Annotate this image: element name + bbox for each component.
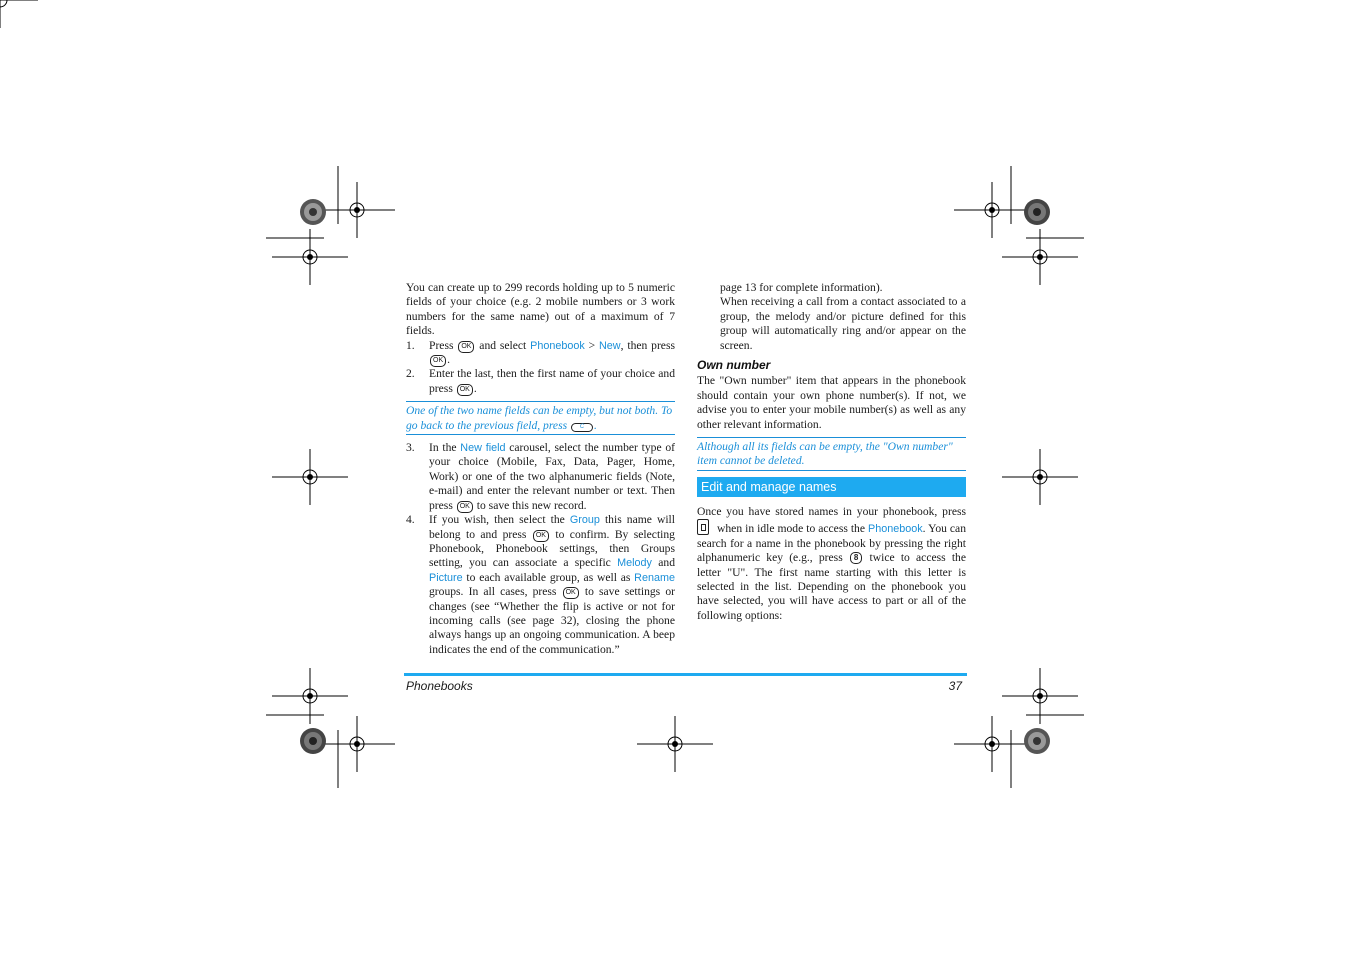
- own-number-text: The "Own number" item that appears in the phonebook should contain your own phone number(s). If not, we advise you to enter your mobile number(s) as well as any other relevant information.: [697, 374, 966, 431]
- note-text: .: [594, 418, 597, 432]
- menu-rename: Rename: [634, 571, 675, 584]
- body-text: twice to access the letter "U". The first name starting with this letter is selected in the list. Depending on the phonebook you have selected, you will have access to part or all of the following options:: [697, 551, 966, 622]
- right-column: [697, 281, 966, 623]
- step-text: and: [658, 556, 676, 570]
- ok-key-icon: OK: [457, 501, 473, 513]
- group-info-text: When receiving a call from a contact associated to a group, the melody and/or picture defined for this group will automatically ring and/or appear on the screen.: [720, 295, 966, 352]
- step-text: In the: [429, 441, 457, 455]
- section-title-bar: Edit and manage names: [697, 477, 966, 497]
- step-text: to save this new record.: [476, 498, 587, 512]
- ok-key-icon: OK: [563, 587, 579, 599]
- menu-new-field: New field: [460, 442, 506, 455]
- step-number: 3.: [406, 441, 415, 455]
- step-2: [406, 367, 675, 396]
- step-text: groups. In all cases, press: [429, 585, 557, 599]
- step-4: [406, 513, 675, 657]
- menu-group: Group: [569, 514, 600, 527]
- step-text: to each available group, as well as: [466, 570, 631, 584]
- step-3: [406, 441, 675, 513]
- separator: >: [588, 338, 596, 352]
- note-own-number: Although all its fields can be empty, the "Own number" item cannot be deleted.: [697, 437, 966, 471]
- step-text: .: [447, 353, 451, 367]
- steps-list-a: [406, 339, 675, 397]
- step-number: 1.: [406, 338, 415, 352]
- own-number-heading: Own number: [697, 358, 771, 373]
- phonebook-key-icon: [697, 519, 709, 535]
- body-text: when in idle mode to access the: [717, 522, 866, 536]
- step-number: 2.: [406, 367, 415, 381]
- edit-names-text: [697, 505, 966, 623]
- note-name-fields: [406, 401, 675, 435]
- ok-key-icon: OK: [458, 341, 474, 353]
- step-text: and select: [479, 338, 527, 352]
- step-text: to save settings or changes (see “Whether the flip is active or not for incoming calls (see page 32), closing the phone always hangs up an ongoing communication. A beep indicates the end of the communication.”: [429, 585, 675, 656]
- continued-step: [697, 281, 966, 353]
- eight-key-icon: 8: [850, 552, 862, 564]
- ok-key-icon: OK: [533, 530, 549, 542]
- step-1: [406, 339, 675, 368]
- menu-melody: Melody: [617, 557, 652, 570]
- footer-section-name: Phonebooks: [406, 679, 473, 693]
- step-number: 4.: [406, 513, 415, 527]
- menu-picture: Picture: [429, 571, 463, 584]
- c-key-icon: C: [571, 423, 593, 432]
- body-text: Once you have stored names in your phonebook, press: [697, 504, 966, 518]
- step-text: Enter the last, then the first name of your choice and press: [429, 367, 675, 395]
- menu-phonebook: Phonebook: [868, 523, 923, 536]
- steps-list-b: [406, 441, 675, 657]
- ok-key-icon: OK: [457, 384, 473, 396]
- step-text: Press: [429, 338, 454, 352]
- page-number: 37: [948, 679, 962, 693]
- left-column: [406, 281, 675, 657]
- note-text: One of the two name fields can be empty, but not both. To go back to the previous field, press: [406, 404, 673, 432]
- step-text: this name will belong to and press: [429, 513, 675, 541]
- menu-new: New: [599, 339, 621, 352]
- step-text: to confirm. By selecting Phonebook, Phonebook settings, then Groups setting, you can associate a specific: [429, 527, 675, 570]
- intro-paragraph: You can create up to 299 records holding up to 5 numeric fields of your choice (e.g. 2 mobile numbers or 3 work numbers for the same name) out of a maximum of 7 fields.: [406, 281, 675, 338]
- continued-text: page 13 for complete information).: [720, 281, 883, 294]
- step-text: .: [473, 381, 477, 395]
- step-text: , then press: [620, 338, 675, 352]
- body-text: . You can search for a name in the phonebook by pressing the right alphanumeric key (e.g., press: [697, 522, 966, 565]
- menu-phonebook: Phonebook: [530, 339, 585, 352]
- ok-key-icon: OK: [430, 355, 446, 367]
- step-text: carousel, select the number type of your choice (Mobile, Fax, Data, Pager, Home, Work) or one of the two alphanumeric fields (Note, e-mail) and enter the relevant number or text. Then press: [429, 441, 675, 512]
- footer-rule: [404, 673, 967, 676]
- step-text: If you wish, then select the: [429, 513, 565, 527]
